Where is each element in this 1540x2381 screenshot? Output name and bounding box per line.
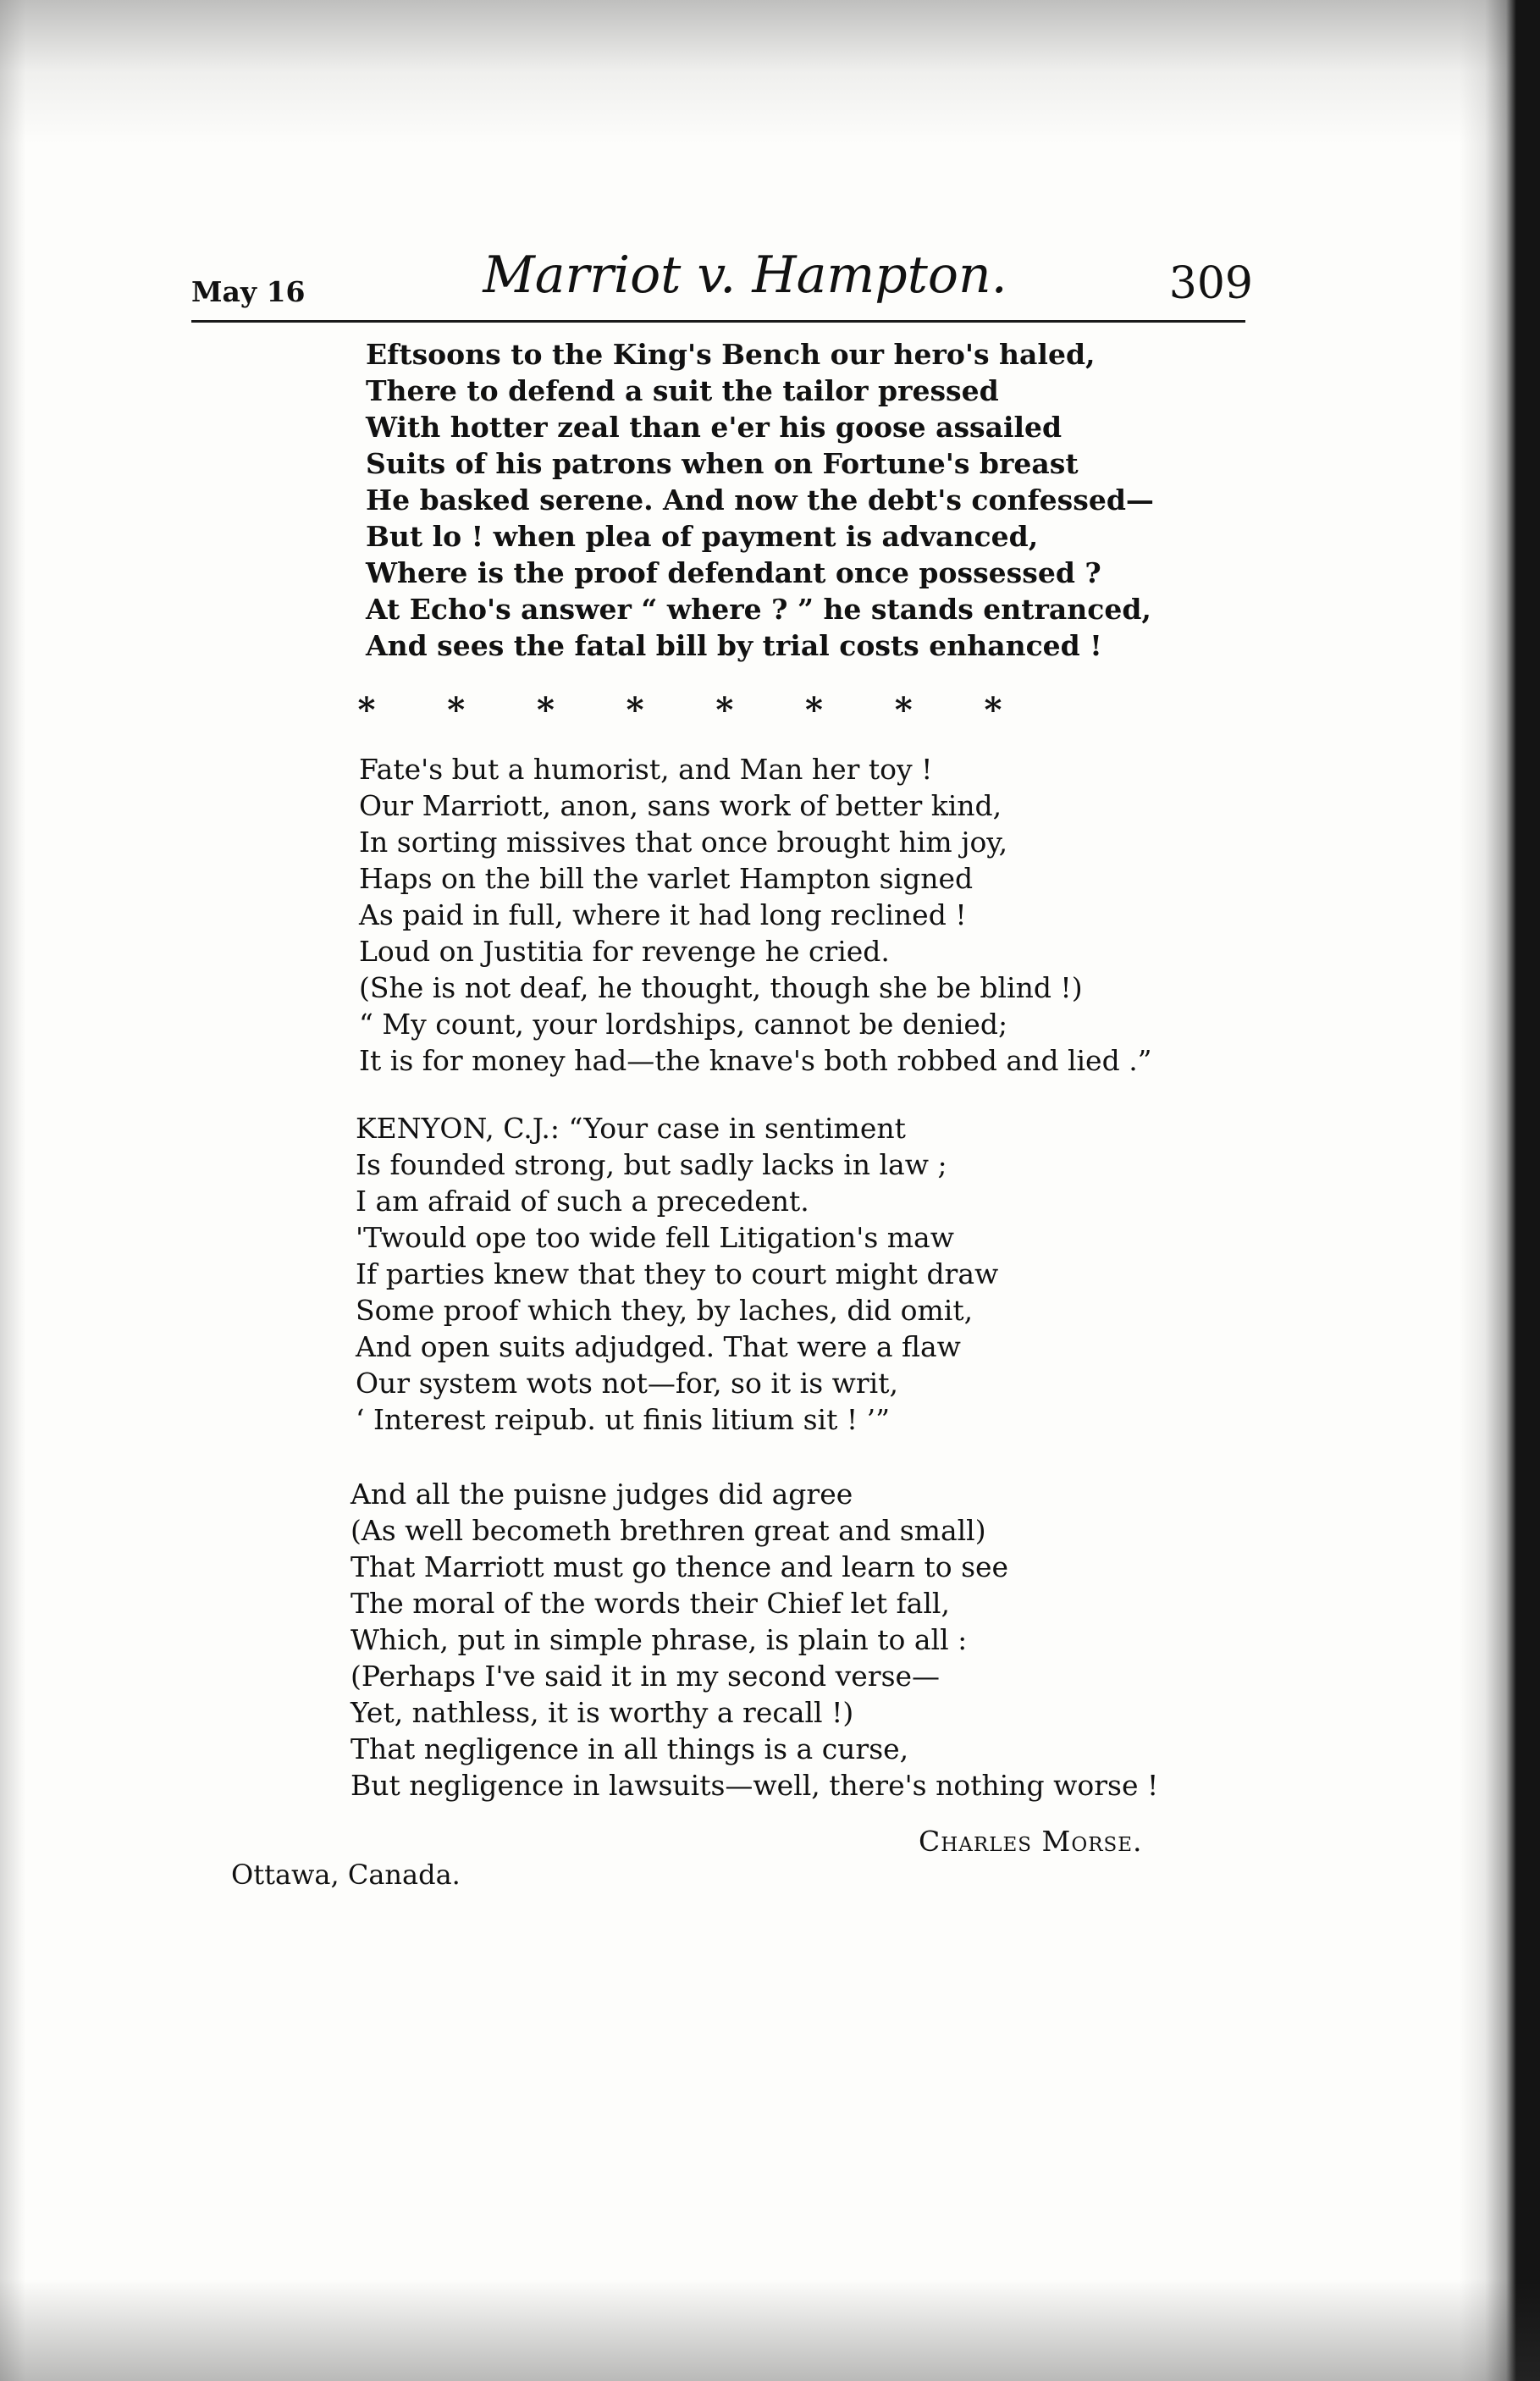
header-rule [191,320,1245,323]
poem-line: As paid in full, where it had long reclined ! [359,898,967,931]
poem-line: (She is not deaf, he thought, though she be blind !) [359,971,1083,1004]
poem-line: Haps on the bill the varlet Hampton signed [359,862,974,895]
place-line: Ottawa, Canada. [231,1859,461,1891]
separator-star: * [626,690,644,730]
separator-star: * [536,690,555,730]
poem-line: There to defend a suit the tailor pressed [366,374,999,407]
separator-star: * [805,690,823,730]
poem-line: Loud on Justitia for revenge he cried. [359,935,890,968]
separator-star: * [984,690,1002,730]
poem-line: He basked serene. And now the debt's confessed— [366,483,1154,517]
scan-shadow-right [1460,0,1540,2381]
poem-line: If parties knew that they to court might draw [356,1257,999,1290]
poem-line: Is founded strong, but sadly lacks in law ; [356,1148,947,1181]
poem-line: 'Twould ope too wide fell Litigation's maw [356,1221,954,1254]
poem-line: Some proof which they, by laches, did omit, [356,1294,974,1327]
page-number: 309 [1168,258,1253,309]
running-head [0,0,1540,339]
scan-shadow-left [0,0,25,2381]
poem-line: In sorting missives that once brought him joy, [359,826,1008,859]
poem-line: (As well becometh brethren great and small) [351,1514,986,1547]
poem-line: Yet, nathless, it is worthy a recall !) [351,1696,854,1729]
scan-shadow-bottom [0,2279,1540,2381]
poem-line: Where is the proof defendant once possessed ? [366,556,1101,589]
poem-line: It is for money had—the knave's both robbed and lied .” [359,1044,1152,1077]
poem-line: KENYON, C.J.: “Your case in sentiment [356,1112,906,1145]
poem-line: At Echo's answer “ where ? ” he stands entranced, [366,593,1151,626]
poem-line: (Perhaps I've said it in my second verse— [351,1660,941,1693]
poem-line: Which, put in simple phrase, is plain to all : [351,1623,968,1656]
poem-line: The moral of the words their Chief let fall, [351,1587,950,1620]
author-signature: Charles Morse. [919,1825,1143,1858]
poem-line: I am afraid of such a precedent. [356,1185,809,1218]
poem-line: And sees the fatal bill by trial costs enhanced ! [366,629,1102,662]
separator-star: * [357,690,376,730]
poem-line: Our Marriott, anon, sans work of better kind, [359,789,1002,822]
poem-line: With hotter zeal than e'er his goose assailed [366,411,1063,444]
poem-line: “ My count, your lordships, cannot be denied; [359,1008,1008,1041]
section-separator [350,690,1010,730]
separator-star: * [894,690,913,730]
separator-star: * [715,690,734,730]
poem-line: But lo ! when plea of payment is advanced, [366,520,1039,553]
poem-line: Our system wots not—for, so it is writ, [356,1367,898,1400]
poem-line: That Marriott must go thence and learn to see [351,1550,1009,1583]
poem-line: Fate's but a humorist, and Man her toy ! [359,753,933,786]
poem-line: And open suits adjudged. That were a flaw [356,1330,961,1363]
poem-line: ‘ Interest reipub. ut finis litium sit ! ’” [356,1403,890,1436]
poem-line: Suits of his patrons when on Fortune's breast [366,447,1079,480]
separator-star: * [447,690,466,730]
header-date: May 16 [191,275,306,308]
poem-line: Eftsoons to the King's Bench our hero's haled, [366,338,1096,371]
poem-line: And all the puisne judges did agree [351,1478,853,1511]
header-title: Marriot v. Hampton. [483,246,1007,305]
poem-line: But negligence in lawsuits—well, there's nothing worse ! [351,1769,1159,1802]
poem-line: That negligence in all things is a curse, [351,1732,909,1765]
